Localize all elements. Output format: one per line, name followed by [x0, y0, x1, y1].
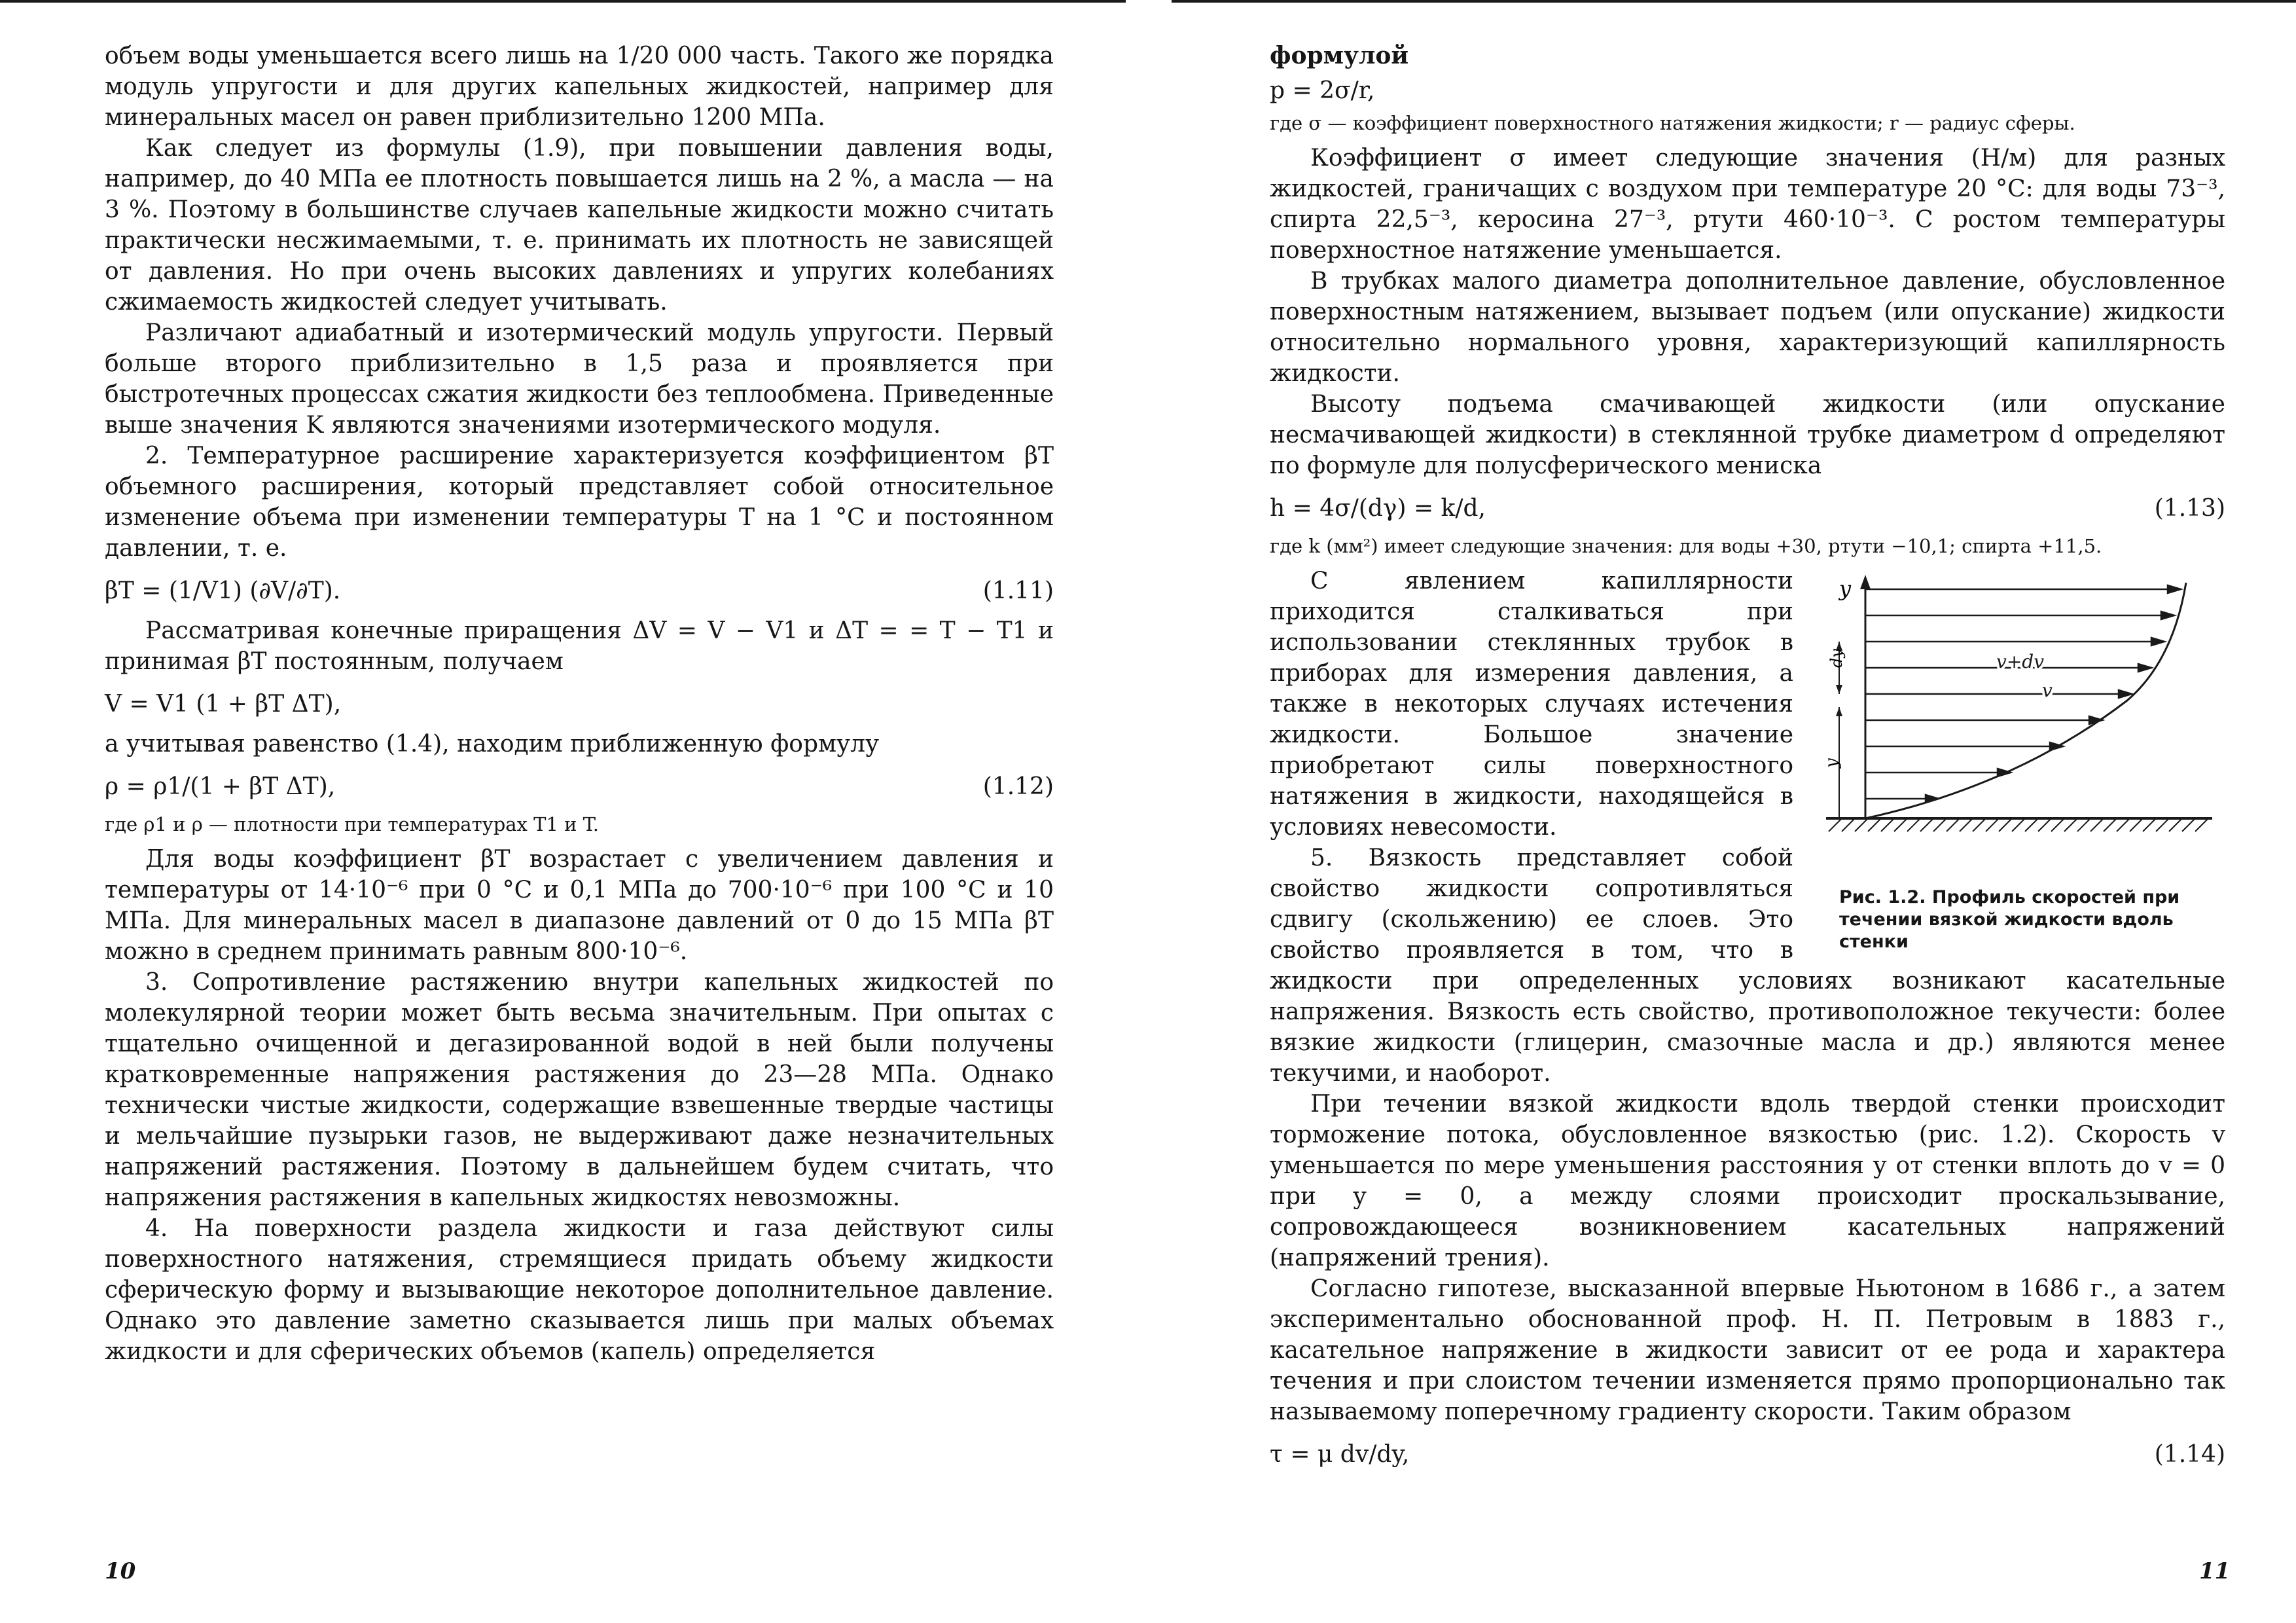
equation-p [1270, 75, 2225, 106]
paragraph: Для воды коэффициент βT возрастает с увеличением давления и температуры от 14·10⁻⁶ при 0 °С и 0,1 МПа до 700·10⁻⁶ при 100 °С и 10 МПа. Для минеральных масел в диапазоне давлений от 0 до 15 МПа βT можно в среднем принимать равным 800·10⁻⁶. [105, 846, 1054, 965]
figure-caption: Рис. 1.2. Профиль скоростей при течении вязкой жидкости вдоль стенки [1839, 887, 2180, 952]
paragraph: Различают адиабатный и изотермический модуль упругости. Первый больше второго приблизительно в 1,5 раза и проявляется при быстротечных процессах сжатия жидкости без теплообмена. Приведенные выше значения K являются значениями изотермического модуля. [105, 319, 1054, 439]
equation-number: (1.11) [982, 577, 1054, 604]
velocity-arrows [1865, 585, 2181, 803]
paragraph: С явлением капиллярности приходится сталкиваться при использовании стеклянных трубок в приборах для измерения давления, а также в некоторых случаях истечения жидкости. Большое значение приобретают силы поверхностного натяжения в жидкости, находящейся в условиях невесомости. [1270, 568, 1793, 841]
label-dy: dy [1827, 649, 1846, 668]
velocity-profile-diagram [1820, 570, 2212, 877]
label-v: v [2042, 680, 2053, 701]
paragraph: 3. Сопротивление растяжению внутри капельных жидкостей по молекулярной теории может быть весьма значительным. При опытах с тщательно очищенной и дегазированной водой в ней были получены кратковременные напряжения растяжения до 23—28 МПа. Однако технически чистые жидкости, содержащие взвешенные твердые частицы и мельчайшие пузырьки газов, не выдерживают даже незначительных напряжений растяжения. Поэтому в дальнейшем будем считать, что напряжения растяжения в капельных жидкостях невозможны. [105, 969, 1054, 1211]
equation-text: h = 4σ/(dγ) = k/d, [1270, 495, 1486, 522]
top-rule-left [0, 0, 1126, 3]
left-page [105, 41, 1054, 1367]
paragraph: Рассматривая конечные приращения ΔV = V − V1 и ΔT = = T − T1 и принимая βT постоянным, получаем [105, 617, 1054, 675]
equation-1-14 [1270, 1439, 2225, 1470]
equation-number: (1.14) [2154, 1441, 2225, 1468]
right-page [1270, 41, 2225, 1479]
paragraph: Согласно гипотезе, высказанной впервые Ньютоном в 1686 г., а затем экспериментально обоснованной проф. Н. П. Петровым в 1883 г., касательное напряжение в жидкости зависит от ее рода и характера течения и при слоистом течении изменяется прямо пропорционально так называемому поперечному градиенту скорости. Таким образом [1270, 1275, 2225, 1425]
paragraph: Высоту подъема смачивающей жидкости (или опускание несмачивающей жидкости) в стеклянной трубке диаметром d определяют по формуле для полусферического мениска [1270, 391, 2225, 479]
page-number-right: 11 [2199, 1558, 2231, 1584]
paragraph: В трубках малого диаметра дополнительное давление, обусловленное поверхностным натяжением, вызывает подъем (или опускание) жидкости относительно нормального уровня, характеризующий капиллярность жидкости. [1270, 268, 2225, 387]
label-y-dim: y [1822, 758, 1842, 768]
equation-1-11 [105, 575, 1054, 606]
paragraph: 2. Температурное расширение характеризуется коэффициентом βT объемного расширения, который представляет собой относительное изменение объема при изменении температуры T на 1 °С и постоянном давлении, т. е. [105, 443, 1054, 562]
equation-text: τ = μ dv/dy, [1270, 1441, 1410, 1468]
paragraph: формулой [1270, 42, 1409, 69]
equation-text: p = 2σ/r, [1270, 77, 1375, 104]
paragraph: а учитывая равенство (1.4), находим приближенную формулу [105, 731, 880, 757]
page-number-left: 10 [105, 1558, 136, 1584]
velocity-profile-curve [1865, 583, 2186, 818]
paragraph: 5. Вязкость представляет собой свойство жидкости сопротивляться сдвигу (скольжению) ее слоев. Это свойство проявляется в том, что в жидкости при определенных условиях возникают касательные напряжения. Вязкость есть свойство, противоположное текучести: более вязкие жидкости (глицерин, смазочные масла и др.) являются менее текучими, и наоборот. [1270, 845, 2225, 1087]
paragraph: При течении вязкой жидкости вдоль твердой стенки происходит торможение потока, обусловленное вязкостью (рис. 1.2). Скорость v уменьшается по мере уменьшения расстояния y от стенки вплоть до v = 0 при y = 0, а между слоями происходит проскальзывание, сопровождающееся возникновением касательных напряжений (напряжений трения). [1270, 1091, 2225, 1271]
equation-note: где k (мм²) имеет следующие значения: для воды +30, ртути −10,1; спирта +11,5. [1270, 535, 2102, 557]
paragraph: Коэффициент σ имеет следующие значения (Н/м) для разных жидкостей, граничащих с воздухом при температуре 20 °С: для воды 73⁻³, спирта 22,5⁻³, керосина 27⁻³, ртути 460·10⁻³. С ростом температуры поверхностное натяжение уменьшается. [1270, 145, 2225, 264]
equation-v [105, 689, 1054, 720]
equation-note: где ρ1 и ρ — плотности при температурах T1 и T. [105, 813, 599, 835]
equation-number: (1.13) [2154, 495, 2225, 522]
equation-text: ρ = ρ1/(1 + βT ΔT), [105, 773, 336, 800]
paragraph: Как следует из формулы (1.9), при повышении давления воды, например, до 40 МПа ее плотность повышается лишь на 2 %, а масла — на 3 %. Поэтому в большинстве случаев капельные жидкости можно считать практически несжимаемыми, т. е. принимать их плотность не зависящей от давления. Но при очень высоких давлениях и упругих колебаниях сжимаемость жидкостей следует учитывать. [105, 135, 1054, 316]
paragraph: объем воды уменьшается всего лишь на 1/20 000 часть. Такого же порядка модуль упругости и для других капельных жидкостей, например для минеральных масел он равен приблизительно 1200 МПа. [105, 43, 1054, 131]
y-axis-arrowhead [1860, 575, 1871, 589]
equation-1-13 [1270, 493, 2225, 524]
equation-note: где σ — коэффициент поверхностного натяжения жидкости; r — радиус сферы. [1270, 112, 2075, 134]
figure-velocity-profile [1820, 570, 2225, 953]
wall-hatching [1829, 818, 2208, 831]
paragraph: 4. На поверхности раздела жидкости и газа действуют силы поверхностного натяжения, стремящиеся придать объему жидкости сферическую форму и вызывающие некоторое дополнительное давление. Однако это давление заметно сказывается лишь при малых объемах жидкости и для сферических объемов (капель) определяется [105, 1215, 1054, 1365]
equation-number: (1.12) [982, 773, 1054, 800]
y-axis-label: y [1839, 576, 1852, 601]
equation-1-12 [105, 771, 1054, 802]
label-v-plus-dv: v+dv [1996, 651, 2045, 672]
top-rule-right [1172, 0, 2296, 3]
equation-text: βT = (1/V1) (∂V/∂T). [105, 577, 341, 604]
equation-text: V = V1 (1 + βT ΔT), [105, 691, 342, 718]
